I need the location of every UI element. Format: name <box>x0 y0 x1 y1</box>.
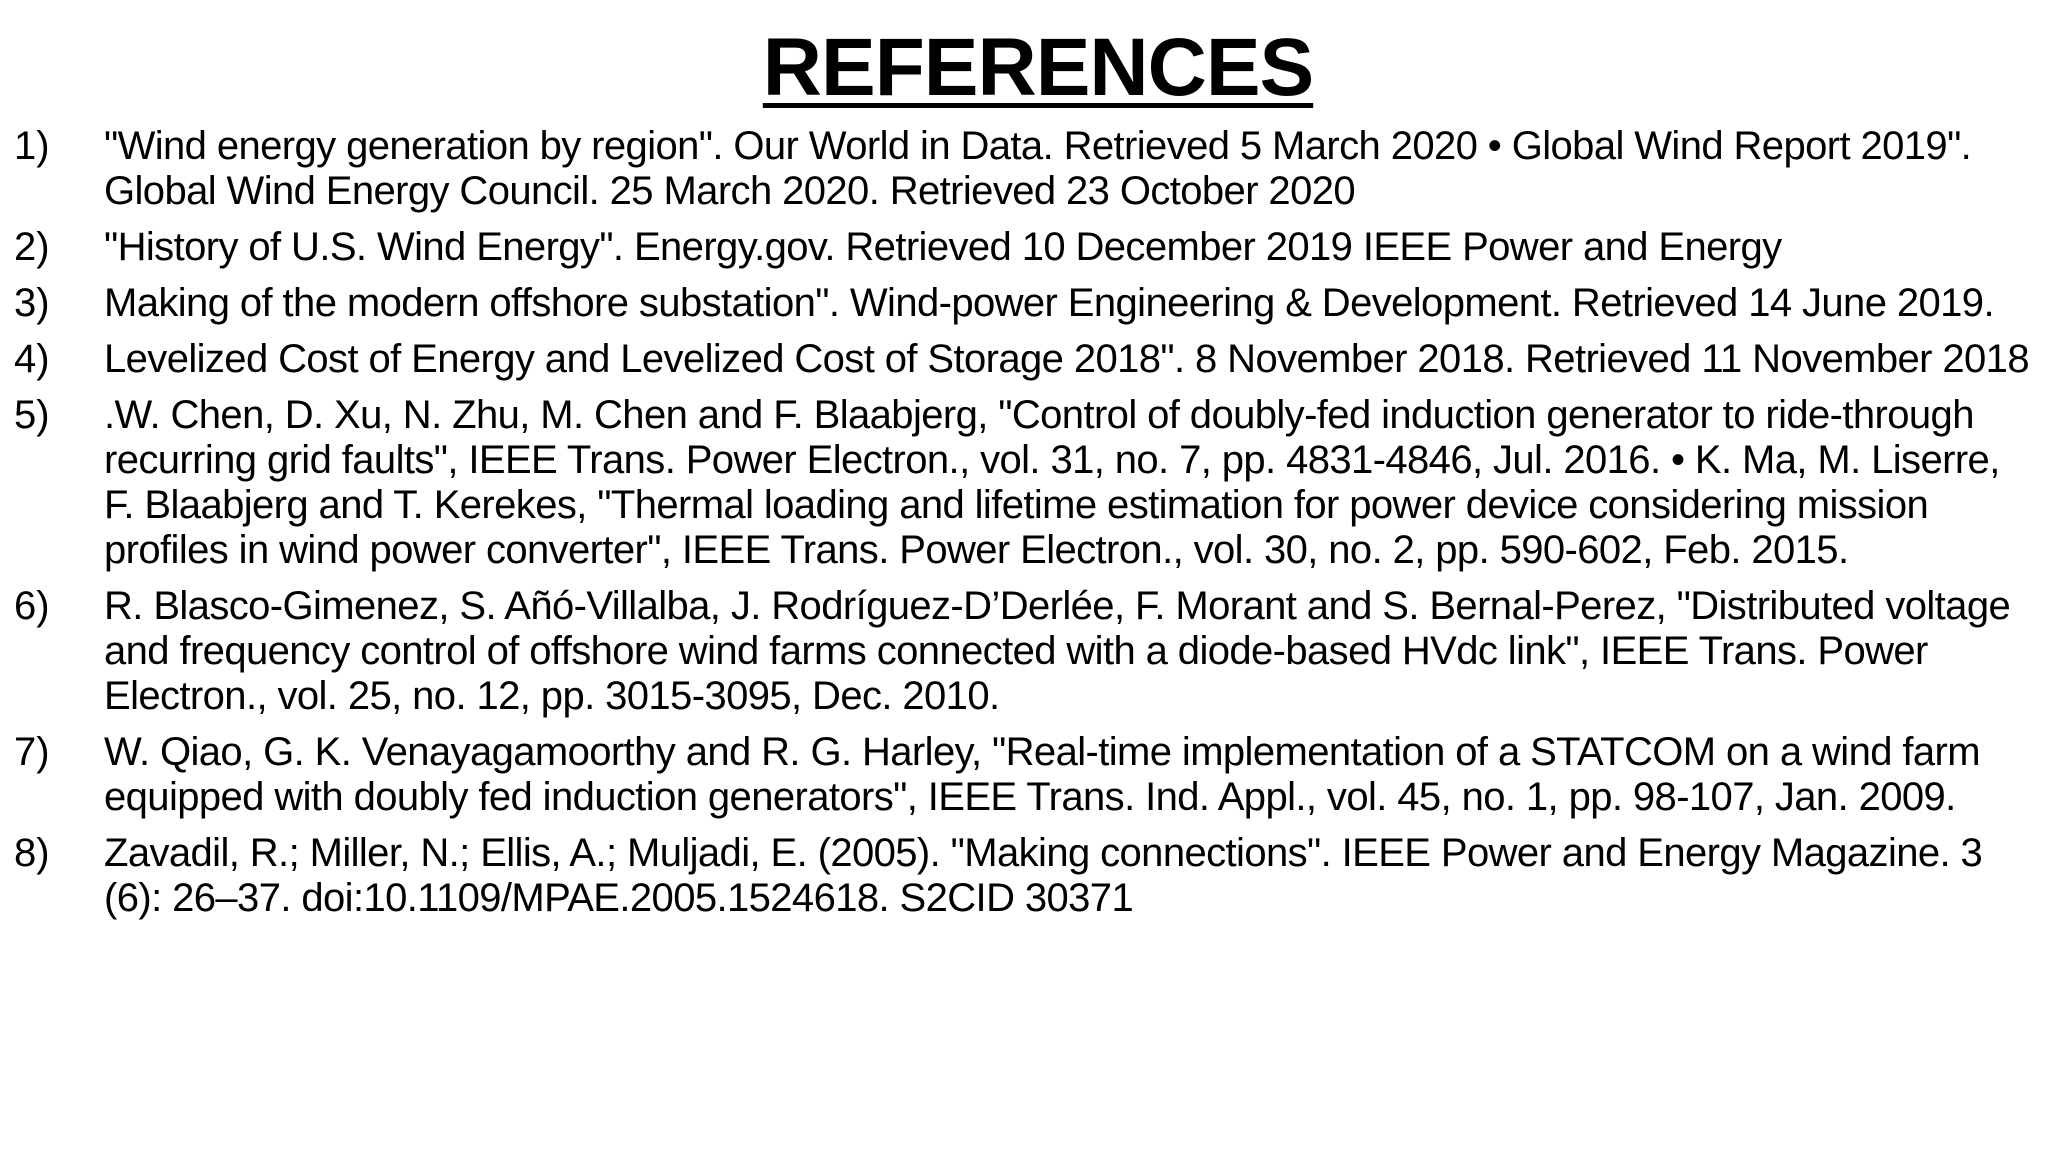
reference-item <box>14 584 2038 719</box>
reference-item <box>14 730 2038 820</box>
reference-text: .W. Chen, D. Xu, N. Zhu, M. Chen and F. Blaabjerg, "Control of doubly-fed induction generator to ride-through recurring grid faults", IEEE Trans. Power Electron., vol. 31, no. 7, pp. 4831-4846, Jul. 2016. • K. Ma, M. Liserre, F. Blaabjerg and T. Kerekes, "Thermal loading and lifetime estimation for power device considering mission profiles in wind power converter", IEEE Trans. Power Electron., vol. 30, no. 2, pp. 590-602, Feb. 2015. <box>104 393 2000 572</box>
reference-number: 5) <box>14 393 50 437</box>
page-title-text: REFERENCES <box>762 22 1314 113</box>
reference-text: "Wind energy generation by region". Our World in Data. Retrieved 5 March 2020 • Global Wind Report 2019". Global Wind Energy Council. 25 March 2020. Retrieved 23 October 2020 <box>104 124 1972 213</box>
reference-number: 6) <box>14 584 50 628</box>
reference-text: Making of the modern offshore substation". Wind-power Engineering & Development. Retrieved 14 June 2019. <box>104 281 1994 325</box>
reference-text: Zavadil, R.; Miller, N.; Ellis, A.; Muljadi, E. (2005). "Making connections". IEEE Power and Energy Magazine. 3 (6): 26–37. doi:10.1109/MPAE.2005.1524618. S2CID 30371 <box>104 831 1983 920</box>
reference-text: W. Qiao, G. K. Venayagamoorthy and R. G. Harley, "Real-time implementation of a STATCOM on a wind farm equipped with doubly fed induction generators", IEEE Trans. Ind. Appl., vol. 45, no. 1, pp. 98-107, Jan. 2009. <box>104 730 1980 819</box>
reference-number: 4) <box>14 337 50 381</box>
reference-number: 1) <box>14 124 50 168</box>
reference-text: Levelized Cost of Energy and Levelized Cost of Storage 2018". 8 November 2018. Retrieved 11 November 2018 <box>104 337 2029 381</box>
reference-item <box>14 124 2038 214</box>
reference-item <box>14 337 2038 382</box>
reference-number: 3) <box>14 281 50 325</box>
reference-list <box>14 124 2038 932</box>
reference-item <box>14 225 2038 270</box>
reference-text: R. Blasco-Gimenez, S. Añó-Villalba, J. Rodríguez-D’Derlée, F. Morant and S. Bernal-Perez, "Distributed voltage and frequency control of offshore wind farms connected with a diode-based HVdc link", IEEE Trans. Power Electron., vol. 25, no. 12, pp. 3015-3095, Dec. 2010. <box>104 584 2011 718</box>
reference-number: 7) <box>14 730 50 774</box>
page-title <box>0 22 2048 114</box>
reference-number: 8) <box>14 831 50 875</box>
reference-item <box>14 393 2038 573</box>
reference-number: 2) <box>14 225 50 269</box>
reference-item <box>14 281 2038 326</box>
reference-text: "History of U.S. Wind Energy". Energy.gov. Retrieved 10 December 2019 IEEE Power and Energy <box>104 225 1782 269</box>
reference-item <box>14 831 2038 921</box>
